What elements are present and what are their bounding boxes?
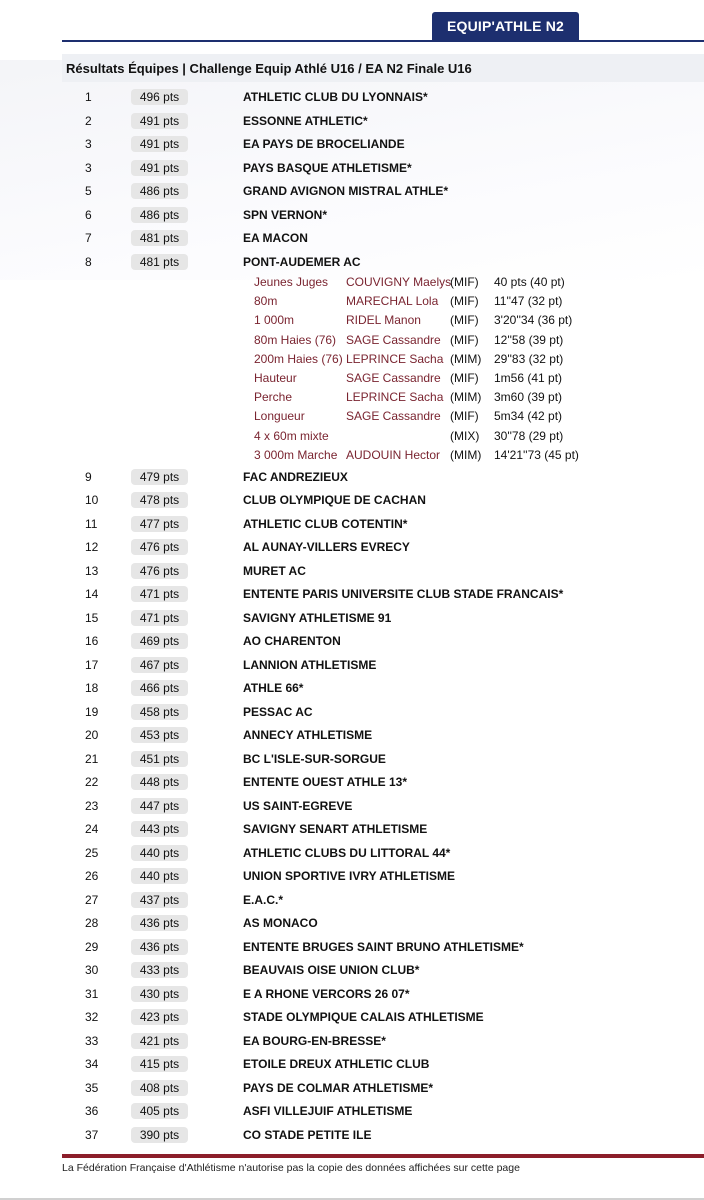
result-rank: 12 xyxy=(85,540,99,555)
result-club: AL AUNAY-VILLERS EVRECY xyxy=(243,540,410,555)
result-rank: 13 xyxy=(85,563,99,578)
result-points: 486 pts xyxy=(131,183,188,199)
result-rank: 5 xyxy=(85,184,92,198)
detail-athlete: MARECHAL Lola xyxy=(346,294,439,309)
detail-event: 4 x 60m mixte xyxy=(254,428,329,443)
result-points: 451 pts xyxy=(131,751,188,767)
result-rank: 15 xyxy=(85,610,99,625)
detail-event: 1 000m xyxy=(254,313,295,328)
result-rank: 29 xyxy=(85,939,99,954)
result-club: ETOILE DREUX ATHLETIC CLUB xyxy=(243,1057,430,1072)
result-club: PAYS BASQUE ATHLETISME* xyxy=(243,160,412,175)
result-points: 440 pts xyxy=(131,868,188,884)
result-rank: 32 xyxy=(85,1010,99,1025)
page-title: Résultats Équipes | Challenge Equip Athlé U16 / EA N2 Finale U16 xyxy=(62,54,704,82)
athlete-detail-row xyxy=(0,274,704,293)
athlete-detail-row xyxy=(0,408,704,427)
result-points: 491 pts xyxy=(131,113,188,129)
detail-category: (MIM) xyxy=(450,351,482,366)
detail-performance: 12''58 (39 pt) xyxy=(494,332,564,347)
result-row xyxy=(0,795,704,819)
result-rank: 23 xyxy=(85,798,99,813)
detail-event: Hauteur xyxy=(254,370,297,385)
result-rank: 3 xyxy=(85,160,92,175)
athlete-detail-row xyxy=(0,428,704,447)
result-row xyxy=(0,133,704,157)
result-row xyxy=(0,1077,704,1101)
result-points: 476 pts xyxy=(131,539,188,555)
result-row xyxy=(0,227,704,251)
result-club: ESSONNE ATHLETIC* xyxy=(243,113,368,128)
athlete-detail-row xyxy=(0,389,704,408)
result-rank: 35 xyxy=(85,1080,99,1095)
result-points: 415 pts xyxy=(131,1056,188,1072)
result-row xyxy=(0,1030,704,1054)
detail-performance: 40 pts (40 pt) xyxy=(494,275,565,289)
result-points: 471 pts xyxy=(131,586,188,602)
result-rank: 14 xyxy=(85,587,99,602)
detail-athlete: RIDEL Manon xyxy=(346,313,421,328)
result-row xyxy=(0,607,704,631)
detail-category: (MIM) xyxy=(450,390,482,405)
result-row xyxy=(0,771,704,795)
result-row xyxy=(0,701,704,725)
result-rank: 21 xyxy=(85,751,99,766)
result-rank: 11 xyxy=(85,516,98,531)
detail-category: (MIX) xyxy=(450,428,480,443)
result-points: 405 pts xyxy=(131,1103,188,1119)
result-points: 467 pts xyxy=(131,657,188,673)
result-points: 436 pts xyxy=(131,939,188,955)
result-points: 458 pts xyxy=(131,704,188,720)
detail-performance: 29''83 (32 pt) xyxy=(494,351,564,366)
result-rank: 25 xyxy=(85,845,99,860)
result-club: ANNECY ATHLETISME xyxy=(243,728,373,743)
result-club: GRAND AVIGNON MISTRAL ATHLE* xyxy=(243,184,449,198)
detail-performance: 30''78 (29 pt) xyxy=(494,428,564,443)
result-points: 471 pts xyxy=(131,610,188,626)
detail-category: (MIF) xyxy=(450,332,479,347)
result-row xyxy=(0,724,704,748)
result-row xyxy=(0,466,704,490)
result-rank: 34 xyxy=(85,1057,99,1072)
result-club: SAVIGNY SENART ATHLETISME xyxy=(243,822,428,837)
result-club: CLUB OLYMPIQUE DE CACHAN xyxy=(243,493,426,508)
detail-performance: 1m56 (41 pt) xyxy=(494,370,563,385)
result-points: 486 pts xyxy=(131,207,188,223)
copyright-notice: La Fédération Française d'Athlétisme n'autorise pas la copie des données affichées sur cette page xyxy=(62,1162,520,1174)
result-club: PONT-AUDEMER AC xyxy=(243,254,361,269)
result-row xyxy=(0,1100,704,1124)
result-row xyxy=(0,583,704,607)
athlete-detail-row xyxy=(0,351,704,370)
result-row xyxy=(0,912,704,936)
result-row xyxy=(0,513,704,537)
result-club: MURET AC xyxy=(243,563,306,578)
detail-event: 200m Haies (76) xyxy=(254,351,343,366)
detail-athlete: LEPRINCE Sacha xyxy=(346,351,444,366)
athlete-detail-row xyxy=(0,293,704,312)
result-rank: 33 xyxy=(85,1033,99,1048)
result-rank: 18 xyxy=(85,681,99,696)
result-rank: 26 xyxy=(85,869,99,884)
detail-category: (MIF) xyxy=(450,294,479,309)
result-row xyxy=(0,842,704,866)
result-rank: 28 xyxy=(85,916,99,931)
result-club: EA MACON xyxy=(243,231,308,245)
result-row xyxy=(0,180,704,204)
result-club: ENTENTE OUEST ATHLE 13* xyxy=(243,775,408,790)
athlete-detail-row xyxy=(0,332,704,351)
result-rank: 31 xyxy=(85,986,99,1001)
detail-event: 80m Haies (76) xyxy=(254,332,337,347)
result-club: PAYS DE COLMAR ATHLETISME* xyxy=(243,1080,434,1095)
result-rank: 30 xyxy=(85,963,99,978)
footer-rule xyxy=(62,1154,704,1158)
result-points: 469 pts xyxy=(131,633,188,649)
header-badge: EQUIP'ATHLE N2 xyxy=(432,12,579,40)
result-row xyxy=(0,818,704,842)
result-row xyxy=(0,560,704,584)
detail-performance: 11''47 (32 pt) xyxy=(494,294,563,309)
result-club: ENTENTE PARIS UNIVERSITE CLUB STADE FRANCAIS* xyxy=(243,587,564,602)
result-row xyxy=(0,1006,704,1030)
detail-performance: 14'21''73 (45 pt) xyxy=(494,447,579,462)
result-rank: 6 xyxy=(85,207,92,222)
detail-performance: 3m60 (39 pt) xyxy=(494,390,563,405)
detail-event: Jeunes Juges xyxy=(254,275,329,289)
result-club: AO CHARENTON xyxy=(243,634,341,649)
detail-event: Longueur xyxy=(254,409,305,424)
detail-performance: 3'20''34 (36 pt) xyxy=(494,313,573,328)
result-club: EA BOURG-EN-BRESSE* xyxy=(243,1033,386,1048)
result-club: BC L'ISLE-SUR-SORGUE xyxy=(243,751,386,766)
result-points: 478 pts xyxy=(131,492,188,508)
result-club: ENTENTE BRUGES SAINT BRUNO ATHLETISME* xyxy=(243,939,524,954)
result-points: 390 pts xyxy=(131,1127,188,1143)
detail-athlete: COUVIGNY Maelys xyxy=(346,275,452,289)
detail-category: (MIF) xyxy=(450,409,479,424)
result-points: 440 pts xyxy=(131,845,188,861)
result-club: SAVIGNY ATHLETISME 91 xyxy=(243,610,392,625)
detail-event: 3 000m Marche xyxy=(254,447,338,462)
result-rank: 24 xyxy=(85,822,99,837)
header-rule xyxy=(62,40,704,42)
result-rank: 36 xyxy=(85,1104,99,1119)
result-rank: 9 xyxy=(85,469,92,484)
detail-athlete: SAGE Cassandre xyxy=(346,370,441,385)
result-rank: 2 xyxy=(85,113,92,128)
result-points: 433 pts xyxy=(131,962,188,978)
result-row xyxy=(0,936,704,960)
result-row xyxy=(0,630,704,654)
detail-performance: 5m34 (42 pt) xyxy=(494,409,563,424)
result-rank: 17 xyxy=(85,657,99,672)
result-club: FAC ANDREZIEUX xyxy=(243,469,348,484)
result-row xyxy=(0,959,704,983)
result-club: STADE OLYMPIQUE CALAIS ATHLETISME xyxy=(243,1010,484,1025)
result-club: ATHLETIC CLUB DU LYONNAIS* xyxy=(243,90,428,104)
result-points: 437 pts xyxy=(131,892,188,908)
result-club: SPN VERNON* xyxy=(243,207,328,222)
detail-event: 80m xyxy=(254,294,278,309)
result-club: PESSAC AC xyxy=(243,704,313,719)
result-row xyxy=(0,1053,704,1077)
result-points: 436 pts xyxy=(131,915,188,931)
athlete-detail-row xyxy=(0,370,704,389)
result-points: 447 pts xyxy=(131,798,188,814)
result-points: 476 pts xyxy=(131,563,188,579)
result-row xyxy=(0,677,704,701)
result-club: ATHLETIC CLUB COTENTIN* xyxy=(243,516,408,531)
result-club: BEAUVAIS OISE UNION CLUB* xyxy=(243,963,420,978)
result-points: 491 pts xyxy=(131,136,188,152)
detail-category: (MIF) xyxy=(450,275,479,289)
detail-athlete: AUDOUIN Hector xyxy=(346,447,441,462)
detail-event: Perche xyxy=(254,390,293,405)
result-row xyxy=(0,536,704,560)
result-row xyxy=(0,489,704,513)
result-points: 443 pts xyxy=(131,821,188,837)
result-row xyxy=(0,889,704,913)
result-points: 481 pts xyxy=(131,254,188,270)
result-rank: 10 xyxy=(85,493,99,508)
result-row xyxy=(0,86,704,110)
result-rank: 27 xyxy=(85,892,99,907)
athlete-detail-row xyxy=(0,312,704,331)
result-rank: 22 xyxy=(85,775,99,790)
result-rank: 37 xyxy=(85,1127,99,1142)
results-list xyxy=(0,86,704,1147)
result-points: 448 pts xyxy=(131,774,188,790)
athlete-detail-row xyxy=(0,447,704,466)
result-rank: 7 xyxy=(85,231,92,245)
result-points: 423 pts xyxy=(131,1009,188,1025)
result-rank: 20 xyxy=(85,728,99,743)
result-points: 466 pts xyxy=(131,680,188,696)
result-points: 430 pts xyxy=(131,986,188,1002)
result-points: 491 pts xyxy=(131,160,188,176)
result-club: EA PAYS DE BROCELIANDE xyxy=(243,137,405,151)
result-club: ATHLE 66* xyxy=(243,681,304,696)
result-row xyxy=(0,865,704,889)
detail-category: (MIF) xyxy=(450,370,479,385)
result-rank: 19 xyxy=(85,704,99,719)
result-club: CO STADE PETITE ILE xyxy=(243,1127,372,1142)
detail-athlete: SAGE Cassandre xyxy=(346,409,441,424)
result-club: E.A.C.* xyxy=(243,892,284,907)
result-rank: 3 xyxy=(85,137,92,151)
result-rank: 1 xyxy=(85,90,92,104)
result-club: UNION SPORTIVE IVRY ATHLETISME xyxy=(243,869,456,884)
detail-athlete: LEPRINCE Sacha xyxy=(346,390,444,405)
result-points: 453 pts xyxy=(131,727,188,743)
result-points: 421 pts xyxy=(131,1033,188,1049)
result-club: US SAINT-EGREVE xyxy=(243,798,353,813)
result-row xyxy=(0,204,704,228)
result-row xyxy=(0,251,704,275)
result-club: ATHLETIC CLUBS DU LITTORAL 44* xyxy=(243,845,451,860)
detail-athlete: SAGE Cassandre xyxy=(346,332,441,347)
result-points: 496 pts xyxy=(131,89,188,105)
result-row xyxy=(0,1124,704,1148)
result-club: AS MONACO xyxy=(243,916,318,931)
result-points: 481 pts xyxy=(131,230,188,246)
result-rank: 16 xyxy=(85,634,99,649)
result-rank: 8 xyxy=(85,254,92,269)
result-points: 477 pts xyxy=(131,516,188,532)
result-points: 408 pts xyxy=(131,1080,188,1096)
result-row xyxy=(0,157,704,181)
result-points: 479 pts xyxy=(131,469,188,485)
result-row xyxy=(0,983,704,1007)
result-club: LANNION ATHLETISME xyxy=(243,657,377,672)
result-club: E A RHONE VERCORS 26 07* xyxy=(243,986,410,1001)
result-club: ASFI VILLEJUIF ATHLETISME xyxy=(243,1104,413,1119)
detail-category: (MIM) xyxy=(450,447,482,462)
detail-category: (MIF) xyxy=(450,313,479,328)
result-row xyxy=(0,110,704,134)
result-row xyxy=(0,748,704,772)
result-row xyxy=(0,654,704,678)
